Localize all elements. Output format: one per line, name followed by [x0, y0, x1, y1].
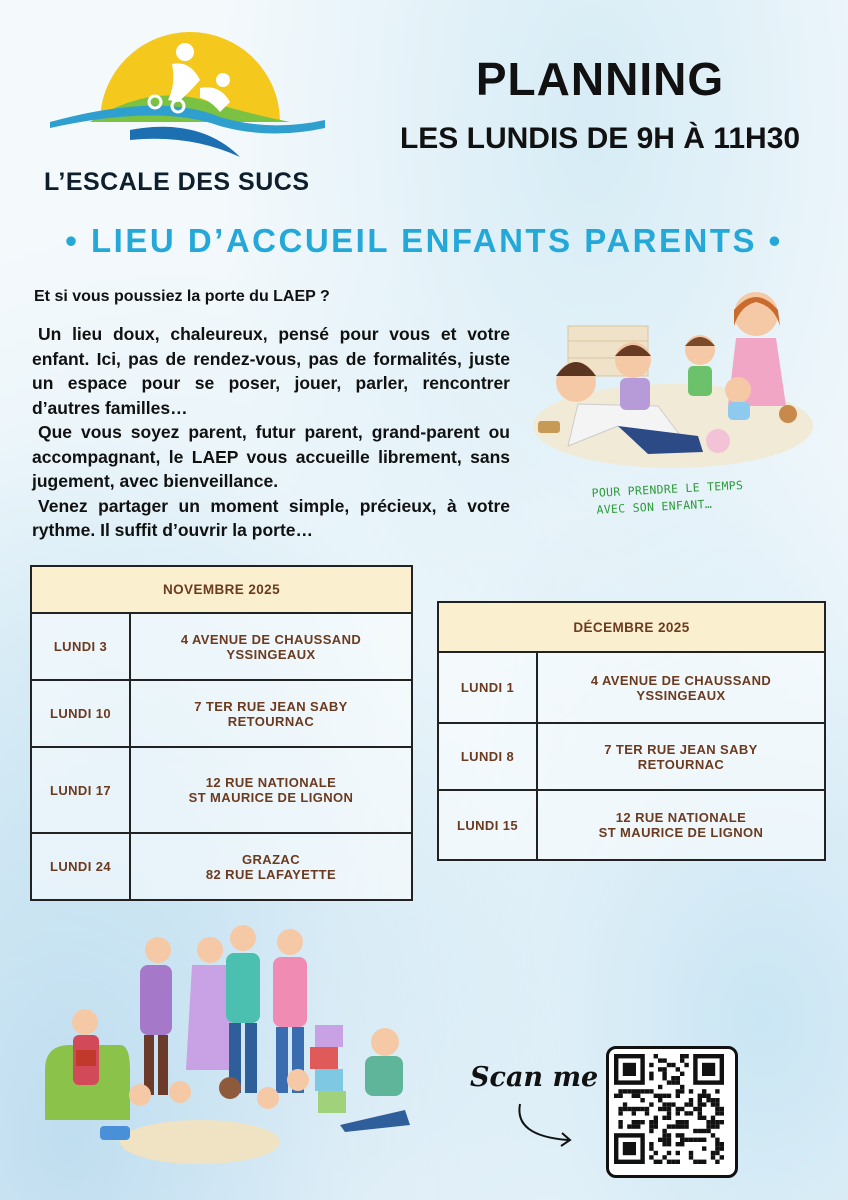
paragraph-3: Venez partager un moment simple, précieux, à votre rythme. Il suffit d’ouvrir la porte… [32, 495, 510, 540]
address-line-1: GRAZAC [241, 851, 300, 867]
table-row [31, 680, 412, 747]
paragraph-2: Que vous soyez parent, futur parent, grand-parent ou accompagnant, le LAEP vous accueille librement, sans jugement, avec bienveillance. [32, 422, 510, 491]
illustration-caption [591, 475, 783, 519]
qr-code[interactable] [606, 1046, 738, 1178]
schedule-address [537, 723, 825, 790]
schedule-day: LUNDI 15 [438, 790, 537, 860]
qr-code-icon [614, 1054, 724, 1164]
schedule-day: LUNDI 17 [31, 747, 130, 833]
table-row [438, 723, 825, 790]
address-line-2: ST MAURICE DE LIGNON [188, 790, 354, 805]
address-line-2: YSSINGEAUX [226, 646, 316, 662]
families-group-illustration [40, 920, 420, 1170]
address-line-1: 7 TER RUE JEAN SABY [604, 741, 758, 757]
table-row [31, 747, 412, 833]
address-line-1: 7 TER RUE JEAN SABY [194, 698, 348, 714]
schedule-day: LUNDI 10 [31, 680, 130, 747]
section-heading: • LIEU D’ACCUEIL ENFANTS PARENTS • [65, 222, 783, 259]
table-row [31, 833, 412, 900]
address-line-2: RETOURNAC [227, 713, 315, 729]
address-line-2: YSSINGEAUX [636, 687, 726, 703]
schedule-day: LUNDI 3 [31, 613, 130, 680]
schedule-day: LUNDI 8 [438, 723, 537, 790]
paragraph-1: Un lieu doux, chaleureux, pensé pour vous et votre enfant. Ici, pas de rendez-vous, pas de formalités, juste un espace pour se poser, jouer, parler, rencontrer d’autres familles… [32, 324, 510, 418]
intro-question: Et si vous poussiez la porte du LAEP ? [34, 288, 330, 305]
caption-line-1: POUR PRENDRE LE TEMPS [591, 478, 744, 500]
page-title: PLANNING [475, 53, 725, 105]
schedule-address [130, 680, 412, 747]
address-line-1: 12 RUE NATIONALE [615, 810, 747, 825]
page-subtitle: LES LUNDIS DE 9H À 11H30 [399, 122, 801, 155]
description-text [32, 322, 510, 543]
schedule-address [130, 747, 412, 833]
november-month-header: NOVEMBRE 2025 [31, 566, 412, 613]
schedule-day: LUNDI 1 [438, 652, 537, 723]
schedule-address [537, 652, 825, 723]
november-schedule-table [30, 565, 413, 901]
table-row [438, 652, 825, 723]
schedule-address [130, 613, 412, 680]
table-row [438, 790, 825, 860]
address-line-2: ST MAURICE DE LIGNON [598, 825, 764, 840]
address-line-2: RETOURNAC [637, 756, 725, 772]
table-row [31, 613, 412, 680]
schedule-address [537, 790, 825, 860]
family-playing-illustration [528, 286, 818, 476]
december-month-header: DÉCEMBRE 2025 [438, 602, 825, 652]
org-name: L’ESCALE DES SUCS [44, 168, 310, 196]
scan-me-label: Scan me [470, 1062, 599, 1093]
address-line-1: 12 RUE NATIONALE [205, 775, 337, 790]
address-line-1: 4 AVENUE DE CHAUSSAND [180, 631, 362, 647]
caption-line-2: AVEC SON ENFANT… [596, 496, 713, 517]
arrow-right-icon [512, 1100, 582, 1150]
schedule-day: LUNDI 24 [31, 833, 130, 900]
address-line-1: 4 AVENUE DE CHAUSSAND [590, 672, 772, 688]
address-line-2: 82 RUE LAFAYETTE [205, 866, 337, 882]
schedule-address [130, 833, 412, 900]
december-schedule-table [437, 601, 826, 861]
